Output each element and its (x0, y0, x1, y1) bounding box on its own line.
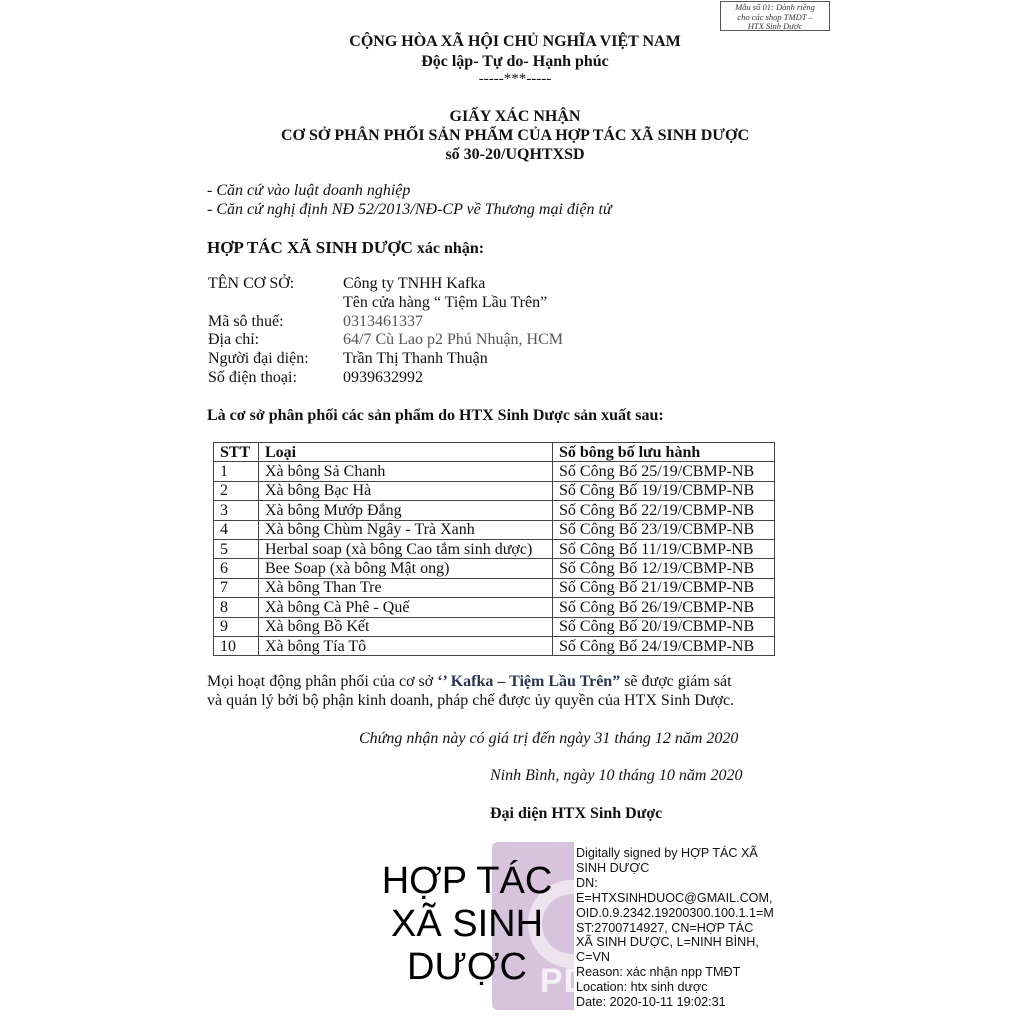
signature-detail-line: E=HTXSINHDUOC@GMAIL.COM, (576, 890, 773, 905)
cell-registration: Số Công Bố 24/19/CBMP-NB (553, 636, 775, 655)
table-row (214, 559, 775, 578)
supervision-store-name: ‘’ Kafka – Tiệm Lầu Trên” (437, 673, 621, 690)
signature-details (576, 846, 796, 1010)
cell-registration: Số Công Bố 19/19/CBMP-NB (553, 481, 775, 500)
cell-stt: 9 (214, 617, 259, 636)
confirm-intro (207, 238, 484, 258)
cell-stt: 7 (214, 578, 259, 597)
signature-detail-line: XÃ SINH DƯỢC, L=NINH BÌNH, (576, 935, 759, 950)
signature-name-line: XÃ SINH (390, 903, 544, 945)
column-header-type: Loại (259, 443, 553, 462)
cell-registration: Số Công Bố 20/19/CBMP-NB (553, 617, 775, 636)
signer-title: Đại diện HTX Sinh Dược (490, 805, 663, 822)
supervision-line-2: và quản lý bởi bộ phận kinh doanh, pháp chế được ủy quyền của HTX Sinh Dược. (207, 692, 735, 709)
form-tag-line: cho các shop TMDT – (737, 11, 813, 22)
cell-stt: 2 (214, 481, 259, 500)
signature-detail-line: Digitally signed by HỢP TÁC XÃ (576, 846, 758, 860)
column-header-registration: Số bông bố lưu hành (553, 443, 775, 462)
cell-registration: Số Công Bố 25/19/CBMP-NB (553, 462, 775, 481)
motto: Độc lập- Tự do- Hạnh phúc (421, 53, 609, 70)
confirm-suffix: xác nhận: (412, 240, 485, 257)
signature-detail-line: DN: (576, 875, 598, 890)
name-label: TÊN CƠ SỞ: (208, 275, 295, 292)
name-value: Công ty TNHH Kafka (343, 275, 486, 292)
address-label: Địa chỉ: (208, 331, 260, 348)
table-row (214, 462, 775, 481)
signature-detail-line: C=VN (576, 950, 610, 965)
supervision-line-1 (207, 673, 732, 691)
legal-basis-item: - Căn cứ vào luật doanh nghiệp (207, 182, 411, 199)
signature-detail-line: Date: 2020-10-11 19:02:31 (576, 995, 726, 1010)
cell-type: Xà bông Bồ Kết (259, 617, 553, 636)
table-row (214, 539, 775, 558)
document-subtitle: CƠ SỞ PHÂN PHỐI SẢN PHẨM CỦA HỢP TÁC XÃ SINH DƯỢC (280, 127, 750, 144)
cell-type: Xà bông Cà Phê - Quế (259, 598, 553, 617)
cell-stt: 3 (214, 501, 259, 520)
cell-stt: 5 (214, 539, 259, 558)
table-row (214, 578, 775, 597)
table-row (214, 617, 775, 636)
cell-type: Herbal soap (xà bông Cao tắm sinh dược) (259, 539, 553, 558)
cell-type: Xà bông Mướp Đắng (259, 501, 553, 520)
separator: -----***----- (478, 71, 552, 87)
signature-name-line: HỢP TÁC (381, 860, 553, 902)
legal-basis-item: - Căn cứ nghị định NĐ 52/2013/NĐ-CP về Thương mại điện tử (207, 201, 612, 218)
table-row (214, 520, 775, 539)
cell-registration: Số Công Bố 23/19/CBMP-NB (553, 520, 775, 539)
column-header-stt: STT (214, 443, 259, 462)
cell-stt: 1 (214, 462, 259, 481)
signature-detail-line: Location: htx sinh dược (576, 980, 708, 995)
store-value: Tên cửa hàng “ Tiệm Lầu Trên” (343, 294, 548, 311)
phone-label: Số điện thoại: (208, 369, 297, 386)
cell-type: Bee Soap (xà bông Mật ong) (259, 559, 553, 578)
table-row (214, 598, 775, 617)
signature-name-line: DƯỢC (407, 946, 527, 988)
signature-detail-line: ST:2700714927, CN=HỢP TÁC (576, 920, 754, 935)
pdf-badge-text: PDF (540, 962, 611, 1000)
cell-registration: Số Công Bố 21/19/CBMP-NB (553, 578, 775, 597)
cell-type: Xà bông Sả Chanh (259, 462, 553, 481)
form-tag-box (720, 1, 830, 31)
table-header-row (214, 443, 775, 462)
cell-registration: Số Công Bố 11/19/CBMP-NB (553, 539, 775, 558)
validity-statement: Chứng nhận này có giá trị đến ngày 31 tháng 12 năm 2020 (359, 730, 739, 747)
tax-label: Mã sô thuế: (208, 313, 284, 330)
cell-type: Xà bông Tía Tô (259, 636, 553, 655)
table-row (214, 481, 775, 500)
nation-heading: CỘNG HÒA XÃ HỘI CHỦ NGHĨA VIỆT NAM (349, 33, 681, 50)
cell-stt: 4 (214, 520, 259, 539)
cell-registration: Số Công Bố 22/19/CBMP-NB (553, 501, 775, 520)
cell-type: Xà bông Chùm Ngây - Trà Xanh (259, 520, 553, 539)
form-tag-line: HTX Sinh Dược (747, 21, 803, 31)
cell-stt: 8 (214, 598, 259, 617)
signature-name (372, 860, 562, 989)
cell-registration: Số Công Bố 12/19/CBMP-NB (553, 559, 775, 578)
form-tag-line: Mẫu số 01: Dành riêng (735, 2, 815, 12)
supervision-text: sẽ được giám sát (620, 673, 732, 690)
cell-type: Xà bông Than Tre (259, 578, 553, 597)
products-table (213, 442, 775, 656)
supervision-text: Mọi hoạt động phân phối của cơ sở (207, 673, 438, 690)
phone-value: 0939632992 (343, 369, 423, 386)
signature-detail-line: OID.0.9.2342.19200300.100.1.1=M (576, 905, 774, 920)
signature-detail-line: Reason: xác nhận npp TMĐT (576, 965, 741, 980)
representative-label: Người đại diện: (208, 350, 309, 367)
cell-registration: Số Công Bố 26/19/CBMP-NB (553, 598, 775, 617)
cell-stt: 10 (214, 636, 259, 655)
confirm-org: HỢP TÁC XÃ SINH DƯỢC (207, 238, 413, 257)
signature-detail-line: SINH DƯỢC (576, 860, 650, 875)
tax-value: 0313461337 (343, 313, 423, 330)
document-number: số 30-20/UQHTXSD (445, 146, 585, 163)
table-row (214, 501, 775, 520)
representative-value: Trần Thị Thanh Thuận (343, 350, 488, 367)
cell-type: Xà bông Bạc Hà (259, 481, 553, 500)
cell-stt: 6 (214, 559, 259, 578)
products-intro: Là cơ sở phân phối các sản phẩm do HTX Sinh Dược sản xuất sau: (207, 407, 664, 424)
document-title: GIẤY XÁC NHẬN (449, 108, 581, 125)
place-date: Ninh Bình, ngày 10 tháng 10 năm 2020 (490, 767, 743, 784)
address-value: 64/7 Cù Lao p2 Phú Nhuận, HCM (343, 331, 563, 348)
table-row (214, 636, 775, 655)
